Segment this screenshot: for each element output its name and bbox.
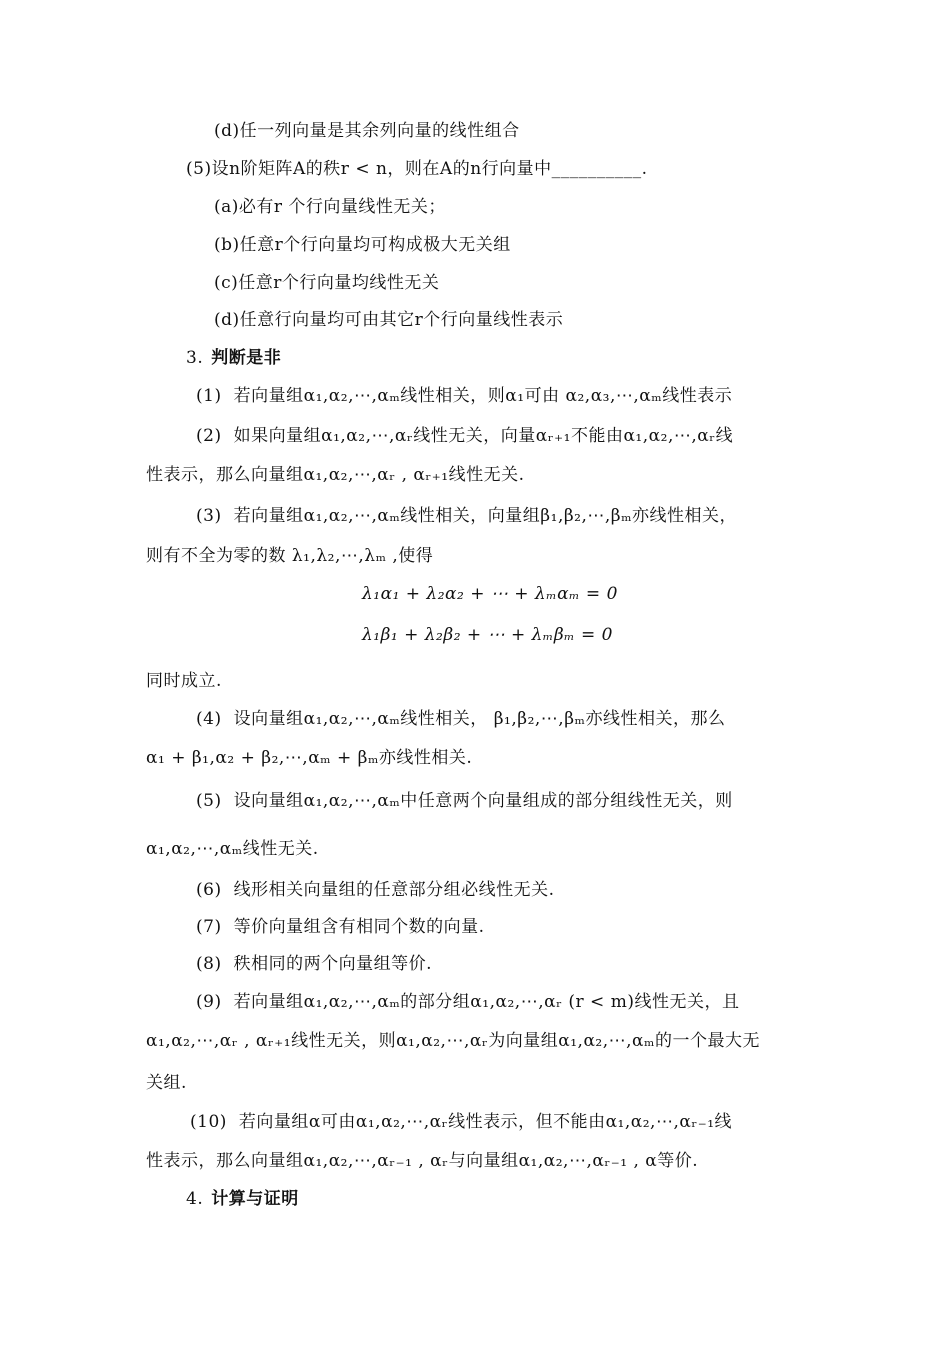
- judge-item-1: [196, 381, 732, 406]
- section-4-title: 计算与证明: [211, 1189, 299, 1209]
- judge-item-9-line-2: α₁,α₂,⋯,αᵣ , αᵣ₊₁线性无关，则α₁,α₂,⋯,αᵣ为向量组α₁,α₂,⋯,αₘ的一个最大无: [146, 1031, 760, 1051]
- judge-item-3-line-2: 则有不全为零的数 λ₁,λ₂,⋯,λₘ ,使得: [146, 546, 434, 566]
- judge-item-4-text-1: 设向量组α₁,α₂,⋯,αₘ线性相关， β₁,β₂,⋯,βₘ亦线性相关，那么: [233, 709, 726, 729]
- judge-item-9-text-1: 若向量组α₁,α₂,⋯,αₘ的部分组α₁,α₂,⋯,αᵣ (r < m)线性无关，且: [233, 992, 740, 1012]
- judge-item-1-number: (1): [196, 386, 222, 406]
- judge-item-2-text-1: 如果向量组α₁,α₂,⋯,αᵣ线性无关，向量αᵣ₊₁不能由α₁,α₂,⋯,αᵣ线: [233, 426, 734, 446]
- judge-item-2-line-2: 性表示，那么向量组α₁,α₂,⋯,αᵣ , αᵣ₊₁线性无关.: [146, 465, 525, 485]
- choice-q4-option-d: (d)任一列向量是其余列向量的线性组合: [214, 121, 520, 141]
- judge-item-8-text: 秩相同的两个向量组等价.: [233, 954, 432, 974]
- choice-q5-option-d: (d)任意行向量均可由其它r个行向量线性表示: [214, 310, 564, 330]
- section-3-heading: [186, 343, 281, 368]
- judge-item-1-text: 若向量组α₁,α₂,⋯,αₘ线性相关，则α₁可由 α₂,α₃,⋯,αₘ线性表示: [233, 386, 733, 406]
- judge-item-6-number: (6): [196, 880, 222, 900]
- judge-item-5-text-1: 设向量组α₁,α₂,⋯,αₘ中任意两个向量组成的部分组线性无关，则: [233, 791, 733, 811]
- judge-item-7: [196, 912, 485, 937]
- judge-item-3-line-3: 同时成立.: [146, 671, 222, 691]
- equation-1: λ₁α₁ + λ₂α₂ + ⋯ + λₘαₘ = 0: [362, 584, 618, 604]
- choice-q5-stem: (5)设n阶矩阵A的秩r < n，则在A的n行向量中__________.: [186, 159, 648, 179]
- judge-item-7-text: 等价向量组含有相同个数的向量.: [233, 917, 485, 937]
- judge-item-5-line-2: α₁,α₂,⋯,αₘ线性无关.: [146, 839, 319, 859]
- judge-item-10-number: (10): [190, 1112, 227, 1132]
- judge-item-6-text: 线形相关向量组的任意部分组必线性无关.: [233, 880, 555, 900]
- judge-item-5-number: (5): [196, 791, 222, 811]
- judge-item-10-line-1: [190, 1107, 732, 1132]
- section-3-number: 3.: [186, 348, 204, 368]
- section-4-heading: [186, 1184, 299, 1209]
- judge-item-3-number: (3): [196, 506, 222, 526]
- judge-item-3-text-1: 若向量组α₁,α₂,⋯,αₘ线性相关，向量组β₁,β₂,⋯,βₘ亦线性相关，: [233, 506, 738, 526]
- judge-item-7-number: (7): [196, 917, 222, 937]
- choice-q5-option-a: (a)必有r 个行向量线性无关；: [214, 197, 446, 217]
- judge-item-2-number: (2): [196, 426, 222, 446]
- judge-item-4-line-2: α₁ + β₁,α₂ + β₂,⋯,αₘ + βₘ亦线性相关.: [146, 748, 473, 768]
- judge-item-9-line-3: 关组.: [146, 1073, 187, 1093]
- equation-2: λ₁β₁ + λ₂β₂ + ⋯ + λₘβₘ = 0: [362, 625, 613, 645]
- choice-q5-option-c: (c)任意r个行向量均线性无关: [214, 273, 440, 293]
- judge-item-4-line-1: [196, 704, 725, 729]
- judge-item-2-line-1: [196, 421, 733, 446]
- judge-item-8: [196, 949, 432, 974]
- judge-item-10-text-1: 若向量组α可由α₁,α₂,⋯,αᵣ线性表示，但不能由α₁,α₂,⋯,αᵣ₋₁线: [238, 1112, 733, 1132]
- judge-item-8-number: (8): [196, 954, 222, 974]
- judge-item-5-line-1: [196, 786, 733, 811]
- judge-item-10-line-2: 性表示，那么向量组α₁,α₂,⋯,αᵣ₋₁ , αᵣ与向量组α₁,α₂,⋯,αᵣ₋₁ , α等价.: [146, 1151, 699, 1171]
- judge-item-9-line-1: [196, 987, 739, 1012]
- judge-item-4-number: (4): [196, 709, 222, 729]
- judge-item-9-number: (9): [196, 992, 222, 1012]
- section-3-title: 判断是非: [211, 348, 282, 368]
- section-4-number: 4.: [186, 1189, 204, 1209]
- judge-item-6: [196, 875, 555, 900]
- judge-item-3-line-1: [196, 501, 737, 526]
- choice-q5-option-b: (b)任意r个行向量均可构成极大无关组: [214, 235, 511, 255]
